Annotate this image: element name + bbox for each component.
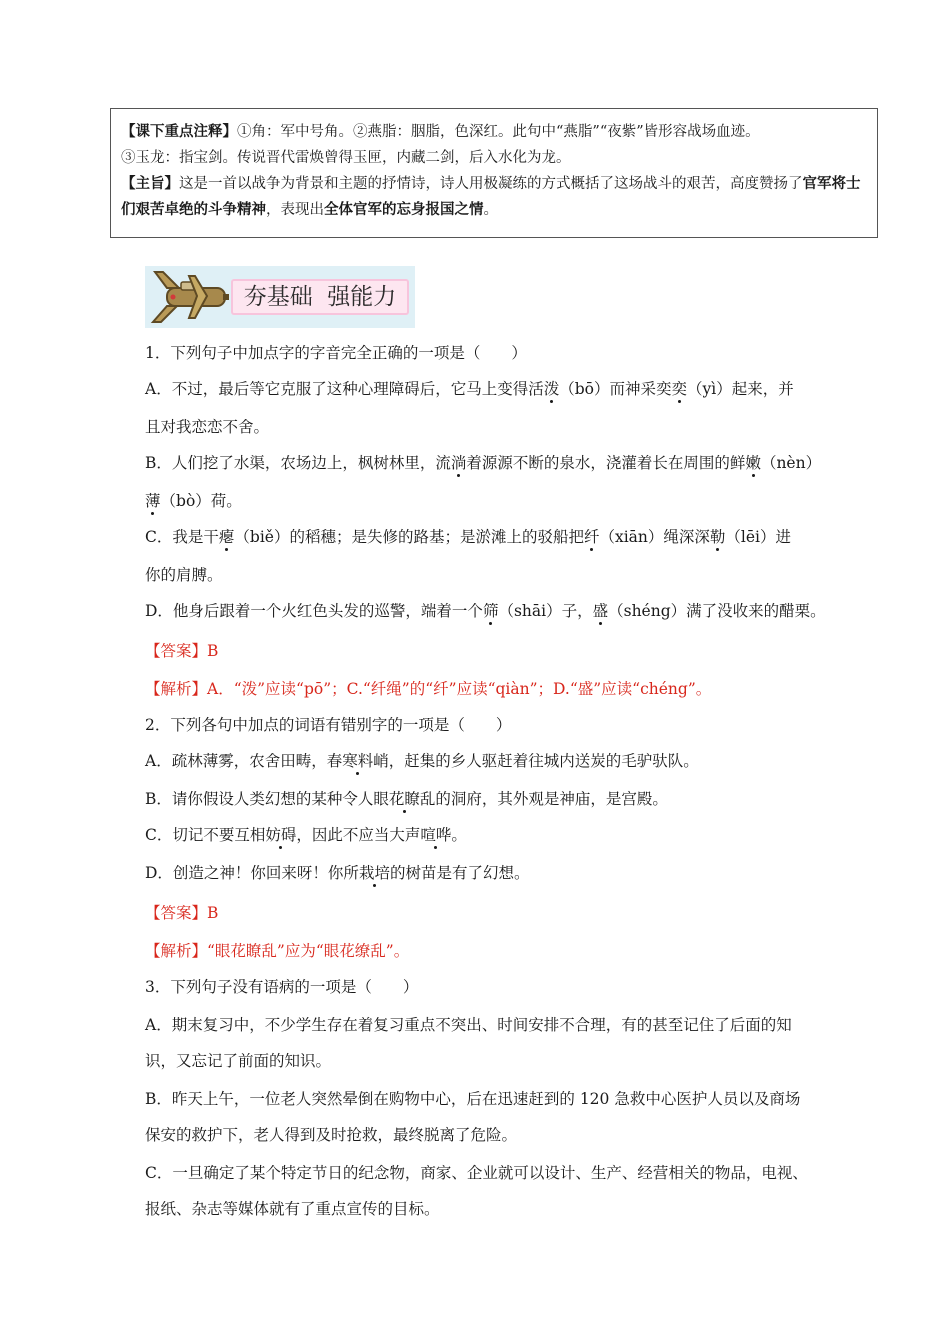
q2-answer: 【答案】B: [145, 904, 219, 922]
q3-option-a: A．期末复习中，不少学生存在着复习重点不突出、时间安排不合理，有的甚至记住了后面的知: [145, 1016, 792, 1034]
theme-highlight: 官军将士们艰苦卓绝的斗争精神: [121, 175, 861, 218]
notes-label: 【课下重点注释】: [121, 123, 237, 140]
airplane-icon: [145, 266, 235, 328]
theme-label: 【主旨】: [121, 175, 179, 192]
q2-option-c: C．切记不要互相妨碍，因此不应当大声喧哗。: [145, 826, 467, 844]
dotted-char: 奕: [671, 380, 687, 398]
dotted-char: 淌: [450, 454, 467, 472]
dotted-char: 盛: [592, 602, 609, 620]
annotation-box: [110, 108, 878, 238]
theme-paragraph: [121, 171, 869, 223]
dotted-word: 春寒料峭: [326, 752, 389, 770]
dotted-char: 筛: [482, 602, 499, 620]
q3-option-c-cont: 报纸、杂志等媒体就有了重点宣传的目标。: [145, 1200, 440, 1218]
q1-option-a-cont: 且对我恋恋不舍。: [145, 418, 270, 436]
q2-option-a: A．疏林薄雾，农舍田畴，春寒料峭，赶集的乡人驱赶着往城内送炭的毛驴驮队。: [145, 752, 699, 770]
theme-text: 这是一首以战争为背景和主题的抒情诗，诗人用极凝练的方式概括了这场战斗的艰苦，高度赞扬了: [179, 176, 803, 192]
dotted-char: 泼: [543, 380, 560, 398]
dotted-word: 喧哗: [420, 826, 452, 844]
q1-option-d: D．他身后跟着一个火红色头发的巡警，端着一个筛（shāi）子，盛（shéng）满了没收来的醋栗。: [145, 602, 826, 620]
q1-stem: 1．下列句子中加点字的字音完全正确的一项是（ ）: [145, 344, 527, 362]
q3-stem: 3．下列句子没有语病的一项是（ ）: [145, 978, 419, 996]
banner-title: 夯基础 强能力: [231, 279, 409, 315]
notes-text: ①角：军中号角。②燕脂：胭脂，色深红。此句中“燕脂”“夜紫”皆形容战场血迹。: [237, 124, 760, 140]
q1-analysis: 【解析】A．“泼”应读“pō”；C.“纤绳”的“纤”应读“qiàn”；D.“盛”应读“chéng”。: [145, 680, 712, 698]
q2-stem: 2．下列各句中加点的词语有错别字的一项是（ ）: [145, 716, 512, 734]
q1-option-c-cont: 你的肩膊。: [145, 566, 223, 584]
q1-option-b: B．人们挖了水渠，农场边上，枫树林里，流淌着源源不断的泉水，浇灌着长在周围的鲜嫩（nèn）: [145, 454, 822, 472]
q2-option-d: D．创造之神！你回来呀！你所栽培的树苗是有了幻想。: [145, 864, 530, 882]
dotted-char: 瘪: [218, 528, 235, 546]
section-banner: [145, 266, 415, 328]
q3-option-b-cont: 保安的救护下，老人得到及时抢救，最终脱离了危险。: [145, 1126, 518, 1144]
notes-text: ③玉龙：指宝剑。传说晋代雷焕曾得玉匣，内藏二剑，后入水化为龙。: [121, 150, 571, 166]
q2-analysis: 【解析】“眼花瞭乱”应为“眼花缭乱”。: [145, 942, 410, 960]
dotted-word: 眼花瞭乱: [373, 790, 436, 808]
q1-option-b-cont: 薄（bò）荷。: [145, 492, 242, 510]
theme-text: 。: [483, 202, 498, 218]
q2-option-b: B．请你假设人类幻想的某种令人眼花瞭乱的洞府，其外观是神庙，是宫殿。: [145, 790, 668, 808]
theme-text: ，表现出: [266, 202, 324, 218]
notes-line-2: [121, 145, 869, 171]
theme-highlight: 全体官军的忘身报国之情: [324, 201, 484, 218]
dotted-char: 勒: [709, 528, 726, 546]
q1-option-c: C．我是干瘪（biě）的稻穗；是失修的路基；是淤滩上的驳船把纤（xiān）绳深深勒（lēi）进: [145, 528, 792, 546]
dotted-char: 嫩: [745, 454, 761, 472]
q3-option-a-cont: 识，又忘记了前面的知识。: [145, 1052, 332, 1070]
q1-answer: 【答案】B: [145, 642, 219, 660]
dotted-word: 栽培: [358, 864, 390, 882]
q1-option-a: A．不过，最后等它克服了这种心理障碍后，它马上变得活泼（bō）而神采奕奕（yì）起来，并: [145, 380, 794, 398]
q3-option-c: C．一旦确定了某个特定节日的纪念物，商家、企业就可以设计、生产、经营相关的物品，电视、: [145, 1164, 808, 1182]
dotted-word: 妨碍: [265, 826, 297, 844]
dotted-char: 薄: [145, 492, 161, 510]
dotted-char: 纤: [583, 528, 600, 546]
notes-line-1: [121, 119, 869, 145]
q3-option-b: B．昨天上午，一位老人突然晕倒在购物中心，后在迅速赶到的 120 急救中心医护人员以及商场: [145, 1090, 801, 1108]
